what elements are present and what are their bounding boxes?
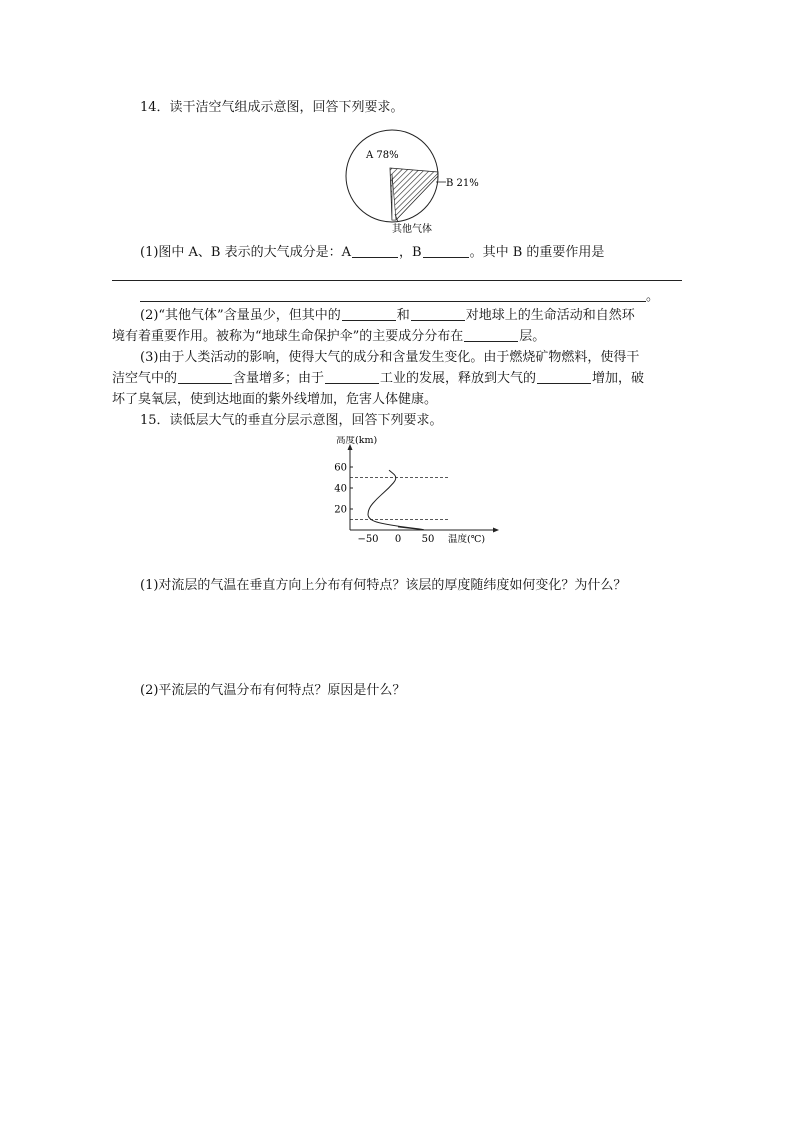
answer-line-end: 。 [646, 289, 660, 304]
pie-label-a: A 78% [366, 150, 399, 161]
blank-a[interactable] [352, 243, 398, 258]
x-tick-label: −50 [357, 534, 379, 545]
x-tick-label: 0 [394, 534, 402, 545]
blank-gas-2[interactable] [411, 306, 465, 321]
blank-co2[interactable] [178, 369, 232, 384]
q14-part2-line2: 境有着重要作用。被称为“地球生命保护伞”的主要成分分布在 层。 [112, 329, 546, 344]
pie-label-b: B 21% [446, 178, 479, 189]
temperature-curve [368, 470, 423, 529]
q14-title: 14．读干洁空气组成示意图，回答下列要求。 [140, 100, 404, 115]
x-tick-label: 50 [421, 534, 435, 545]
answer-line-2[interactable] [140, 301, 646, 302]
answer-line-1[interactable] [112, 280, 682, 281]
blank-industry[interactable] [325, 369, 379, 384]
blank-ozone-layer[interactable] [464, 327, 518, 342]
q15-title: 15．读低层大气的垂直分层示意图，回答下列要求。 [140, 413, 443, 428]
air-composition-pie [330, 128, 510, 236]
x-axis-arrow [493, 528, 499, 533]
y-tick-label: 20 [334, 504, 347, 516]
blank-gas-1[interactable] [342, 306, 396, 321]
blank-emission[interactable] [537, 369, 591, 384]
atmosphere-layer-chart [320, 436, 510, 548]
q14-part3-line3: 坏了臭氧层，使到达地面的紫外线增加，危害人体健康。 [112, 392, 438, 407]
y-tick-label: 40 [334, 483, 347, 495]
pie-label-other: 其他气体 [392, 224, 432, 235]
blank-b[interactable] [423, 243, 469, 258]
x-axis-label: 温度(℃) [448, 534, 486, 545]
q15-question-2: (2)平流层的气温分布有何特点？原因是什么？ [140, 683, 406, 698]
q14-part2-line1: (2)“其他气体”含量虽少，但其中的 和 对地球上的生命活动和自然环 [140, 308, 635, 323]
y-tick-label: 60 [334, 462, 347, 474]
q14-part3-line2: 洁空气中的 含量增多；由于 工业的发展，释放到大气的 增加，破 [112, 371, 645, 386]
q14-part3-line1: (3)由于人类活动的影响，使得大气的成分和含量发生变化。由于燃烧矿物燃料，使得干 [140, 350, 640, 365]
q15-question-1: (1)对流层的气温在垂直方向上分布有何特点？该层的厚度随纬度如何变化？为什么？ [140, 578, 627, 593]
y-axis-label: 高度(km) [336, 436, 378, 446]
q14-part1: (1)图中 A、B 表示的大气成分是：A ，B 。其中 B 的重要作用是 [140, 245, 605, 260]
